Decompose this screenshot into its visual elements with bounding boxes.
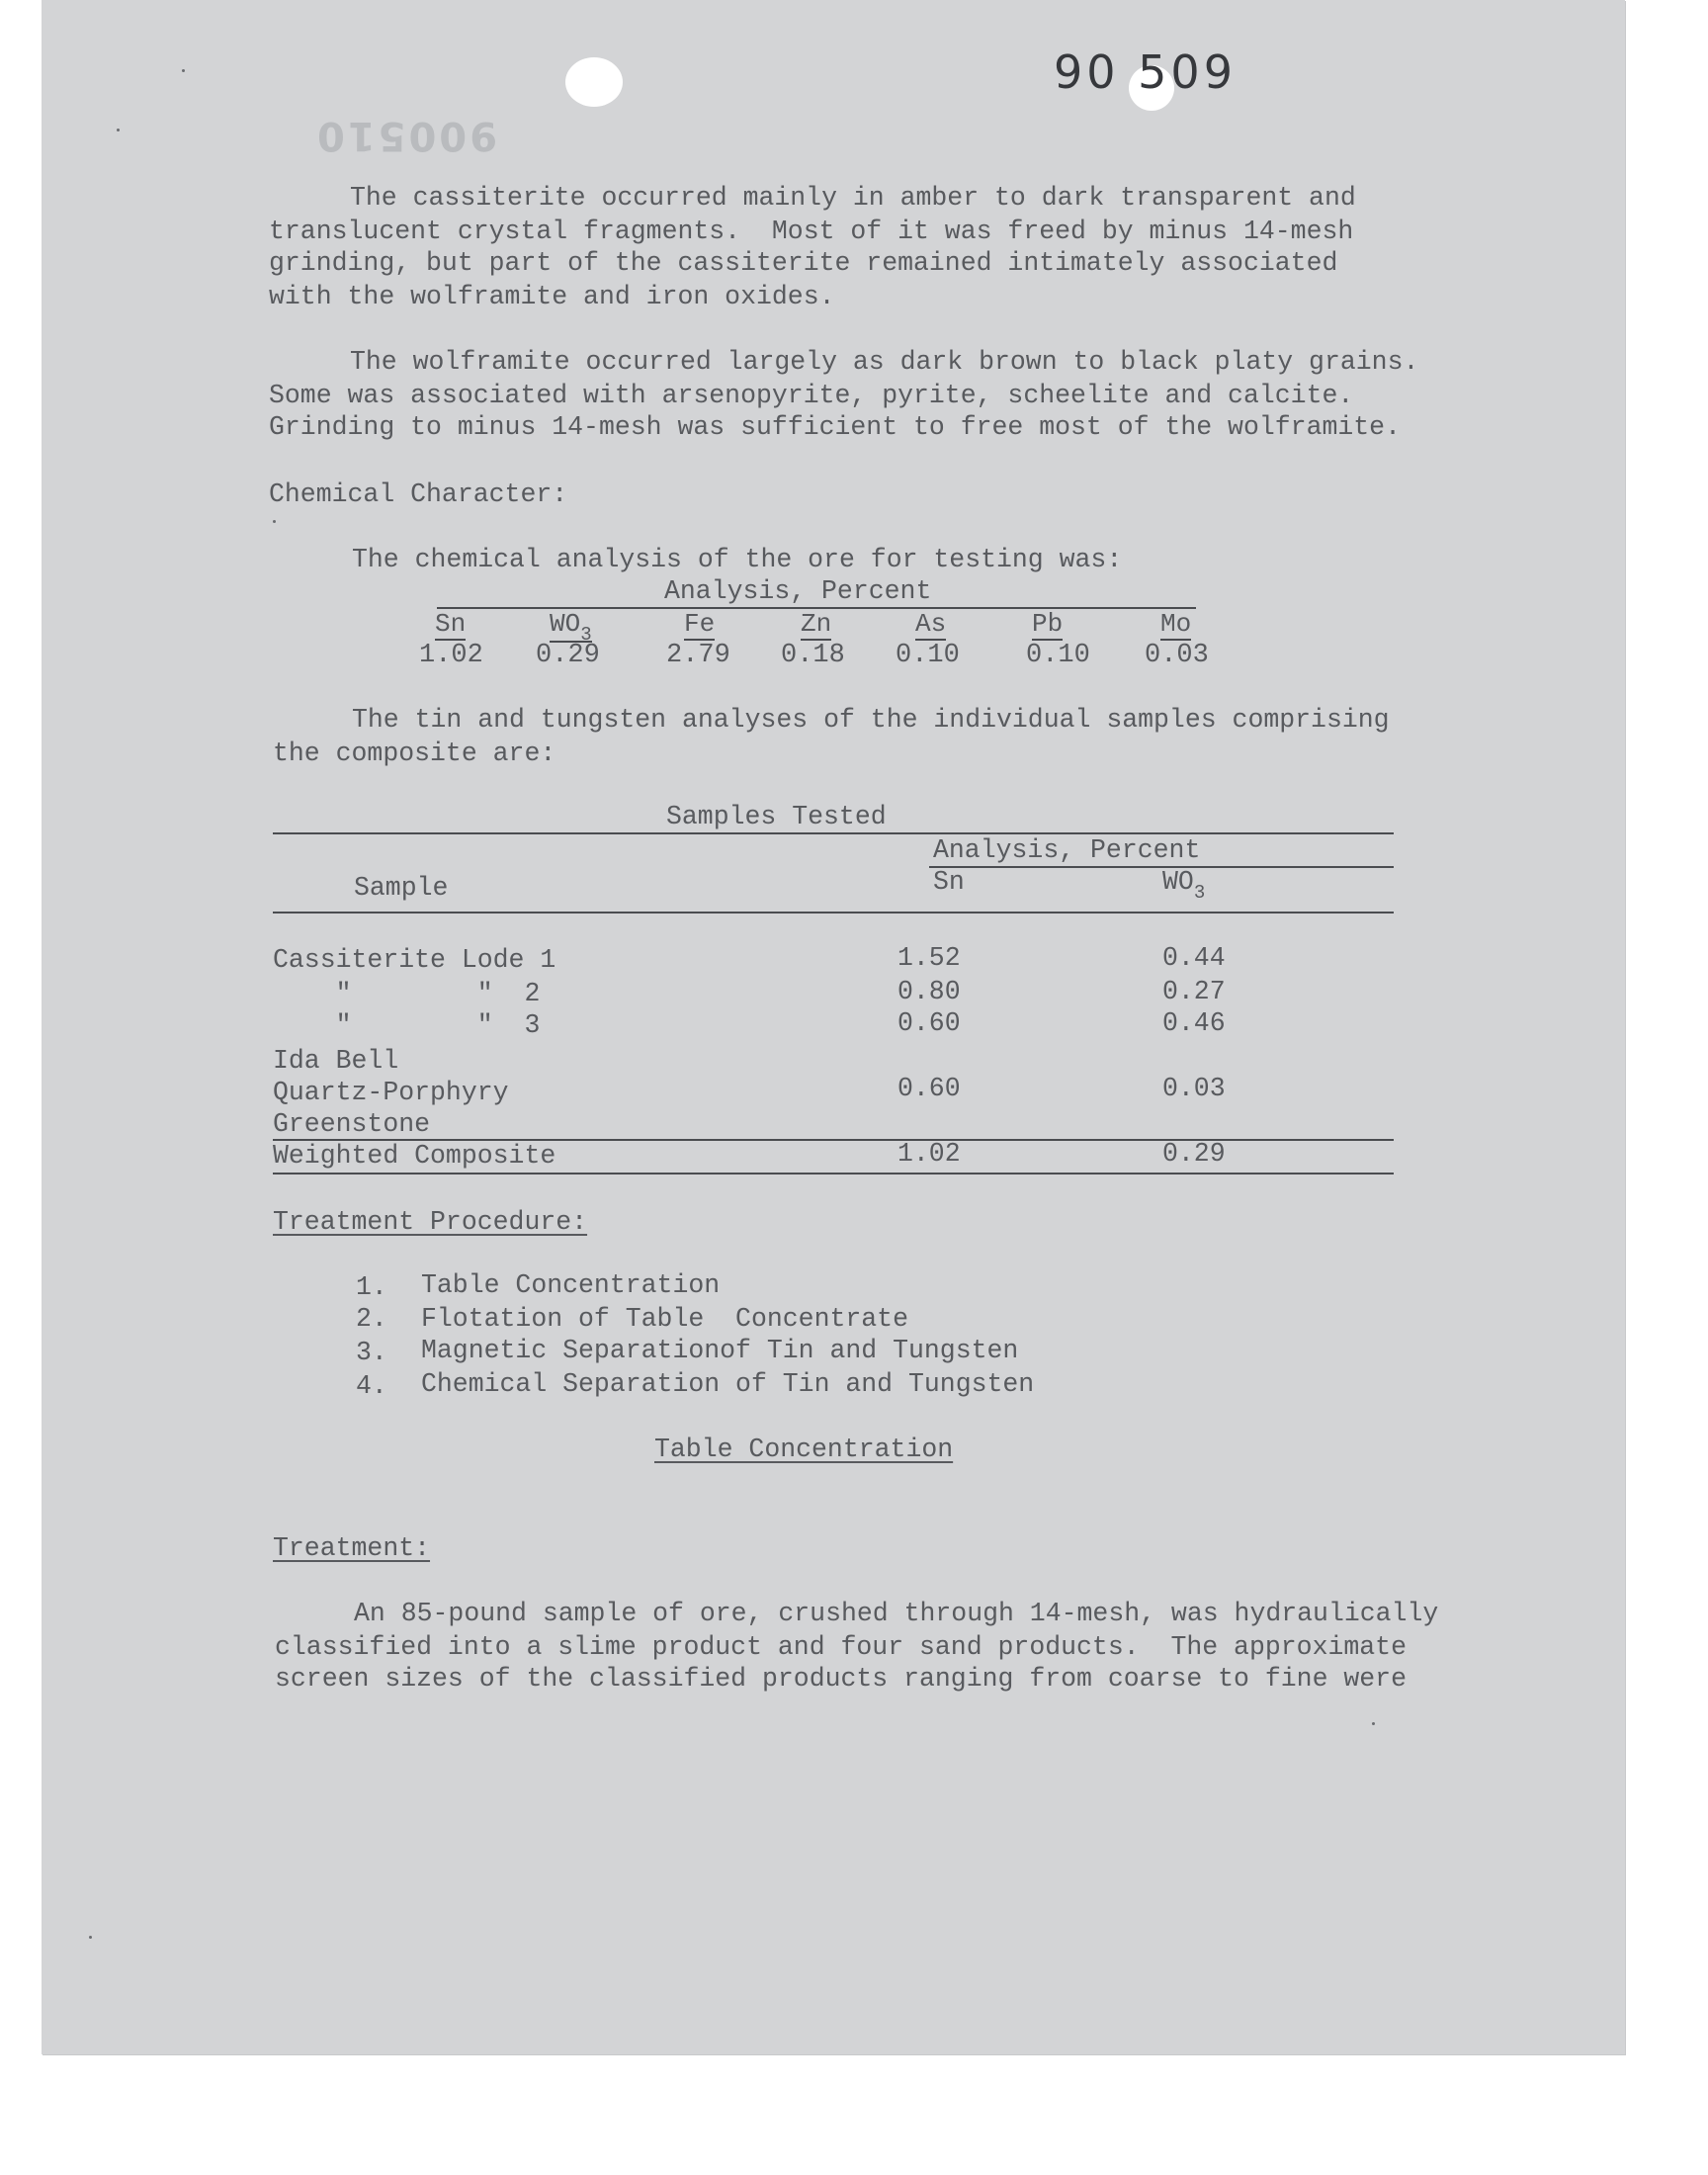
- table-cell: 0.03: [1162, 1074, 1226, 1103]
- list-number: 2.: [356, 1304, 387, 1334]
- table-title: Samples Tested: [666, 802, 887, 831]
- table-cell: " " 3: [273, 1010, 541, 1040]
- group-header: Analysis, Percent: [933, 835, 1201, 865]
- paragraph-line: screen sizes of the classified products ranging from coarse to fine were: [275, 1664, 1407, 1694]
- element-value: 1.02: [419, 641, 483, 670]
- section-heading: Treatment Procedure:: [273, 1207, 588, 1237]
- punch-hole: [565, 57, 623, 107]
- paragraph-line: translucent crystal fragments. Most of it was freed by minus 14-mesh: [269, 217, 1354, 246]
- speck: [182, 69, 185, 72]
- list-item: Magnetic Separationof Tin and Tungsten: [421, 1336, 1019, 1365]
- column-header-wo3: $WO_3$: [1162, 867, 1206, 904]
- table-cell: Greenstone: [273, 1109, 431, 1139]
- handwritten-page-number: 90 509: [1054, 45, 1237, 99]
- section-title: Table Concentration: [654, 1435, 954, 1464]
- element-value: 0.10: [1026, 641, 1090, 670]
- speck: [1372, 1722, 1375, 1725]
- column-header-sn: Sn: [933, 867, 965, 897]
- table-cell: 0.60: [897, 1008, 961, 1038]
- paragraph-line: Some was associated with arsenopyrite, pyrite, scheelite and calcite.: [269, 381, 1354, 410]
- table-cell: Quartz-Porphyry: [273, 1078, 509, 1107]
- table-cell: 0.60: [897, 1074, 961, 1103]
- paragraph-line: The wolframite occurred largely as dark brown to black platy grains.: [350, 347, 1419, 377]
- element-value: 2.79: [666, 641, 730, 670]
- list-number: 1.: [356, 1272, 387, 1302]
- element-header: Mo: [1160, 609, 1192, 639]
- table-cell: 0.27: [1162, 977, 1226, 1006]
- section-heading: Chemical Character:: [269, 479, 568, 509]
- stamped-number: 900510: [314, 113, 497, 158]
- element-header: Pb: [1032, 609, 1064, 639]
- speck: [117, 129, 120, 131]
- section-heading: Treatment:: [273, 1533, 431, 1563]
- element-header: Sn: [435, 609, 467, 639]
- list-item: Chemical Separation of Tin and Tungsten: [421, 1369, 1035, 1399]
- paragraph-line: with the wolframite and iron oxides.: [269, 282, 835, 311]
- table-cell: 0.46: [1162, 1008, 1226, 1038]
- speck: [273, 520, 276, 523]
- paragraph-line: The tin and tungsten analyses of the individual samples comprising: [352, 705, 1390, 735]
- list-number: 4.: [356, 1371, 387, 1401]
- table-cell: " " 2: [273, 979, 541, 1008]
- chemical-intro: The chemical analysis of the ore for testing was:: [352, 545, 1123, 574]
- paragraph-line: grinding, but part of the cassiterite remained intimately associated: [269, 248, 1338, 278]
- element-value: 0.03: [1145, 641, 1209, 670]
- composite-wo3: 0.29: [1162, 1139, 1226, 1169]
- element-header: As: [915, 609, 947, 639]
- table-rule: [273, 912, 1394, 914]
- list-item: Table Concentration: [421, 1270, 721, 1300]
- analysis-title: Analysis, Percent: [664, 576, 932, 606]
- list-item: Flotation of Table Concentrate: [421, 1304, 908, 1334]
- table-cell: 1.52: [897, 943, 961, 973]
- paragraph-line: Grinding to minus 14-mesh was sufficient to free most of the wolframite.: [269, 412, 1401, 442]
- table-rule: [273, 832, 1394, 834]
- table-cell: 0.80: [897, 977, 961, 1006]
- table-cell: 0.44: [1162, 943, 1226, 973]
- table-rule: [273, 1173, 1394, 1174]
- element-value: 0.18: [781, 641, 845, 670]
- paragraph-line: the composite are:: [273, 739, 556, 768]
- speck: [89, 1936, 92, 1939]
- paragraph-line: classified into a slime product and four sand products. The approximate: [275, 1632, 1407, 1662]
- column-header-sample: Sample: [354, 873, 449, 903]
- composite-sn: 1.02: [897, 1139, 961, 1169]
- element-value: 0.10: [896, 641, 960, 670]
- paragraph-line: The cassiterite occurred mainly in amber to dark transparent and: [350, 183, 1356, 213]
- element-header: Fe: [684, 609, 716, 639]
- list-number: 3.: [356, 1338, 387, 1367]
- composite-label: Weighted Composite: [273, 1141, 556, 1171]
- element-header: $WO_3$: [550, 609, 592, 646]
- element-header: Zn: [801, 609, 832, 639]
- table-cell: Ida Bell: [273, 1046, 399, 1076]
- paragraph-line: An 85-pound sample of ore, crushed through 14-mesh, was hydraulically: [354, 1599, 1439, 1628]
- table-rule: [929, 866, 1394, 868]
- table-cell: Cassiterite Lode 1: [273, 945, 556, 975]
- element-value: 0.29: [536, 641, 600, 670]
